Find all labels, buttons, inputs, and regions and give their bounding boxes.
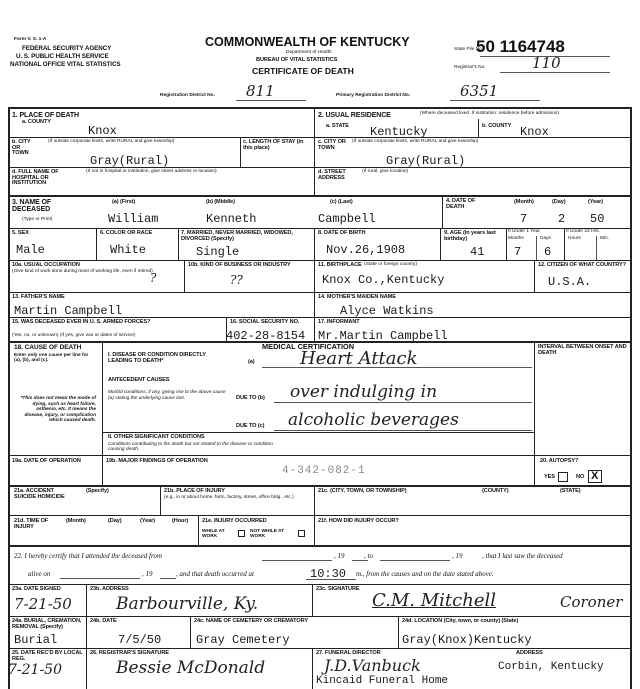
certifier-signature: C.M. Mitchell [372,590,496,611]
registrar-signature: Bessie McDonald [116,658,266,678]
date-of-birth: Nov.26,1908 [326,243,406,257]
informant-label: 17. INFORMANT [318,319,360,325]
medical-certification-label: MEDICAL CERTIFICATION [262,342,355,351]
race-label: 6. COLOR OR RACE [100,230,153,236]
age-years: 41 [470,245,485,259]
funeral-address-label: ADDRESS [516,650,543,656]
death-city-note: (If outside corporate limits, write RURAL and give township) [48,139,175,144]
dod-day: 2 [558,212,566,226]
how-injury-label: 21f. HOW DID INJURY OCCUR? [318,518,399,524]
burial-label: 24a. BURIAL, CREMATION, REMOVAL (Specify) [12,618,82,630]
occupation: ? [150,271,157,285]
injury-state-label: (STATE) [560,488,581,494]
certificate-title: CERTIFICATE OF DEATH [252,66,354,76]
injury-occurred-label: 21e. INJURY OCCURRED [202,518,267,524]
mother-name-label: 14. MOTHER'S MAIDEN NAME [318,294,396,300]
age-min-label: Min. [600,236,610,241]
operation-findings-label: 19b. MAJOR FINDINGS OF OPERATION [106,458,208,464]
burial-date: 7/5/50 [118,633,162,647]
death-county-label: a. COUNTY [22,119,51,125]
business-label: 10b. KIND OF BUSINESS OR INDUSTRY [188,262,291,268]
cause-b: over indulging in [290,382,438,402]
cause-c: alcoholic beverages [288,410,459,430]
mother-name: Alyce Watkins [340,304,434,318]
armed-forces-note: (Yes, no, or unknown) (If yes, give war or dates of service) [12,333,136,338]
while-at-work-checkbox [238,530,245,537]
birthplace-label: 11. BIRTHPLACE [318,262,362,268]
registrar-signature-label: 26. REGISTRAR'S SIGNATURE [90,650,169,656]
death-city: Gray(Rural) [90,154,170,168]
residence-state-label: a. STATE [326,123,349,129]
commonwealth-title: COMMONWEALTH OF KENTUCKY [205,35,410,49]
date-signed: 7-21-50 [14,595,72,613]
informant: Mr.Martin Campbell [318,329,448,343]
funeral-home: Kincaid Funeral Home [316,675,449,687]
primary-district-number: 6351 [460,82,499,100]
father-name: Martin Campbell [14,304,123,318]
registrar-number-label: Registrar's No. [454,65,486,70]
cert-line1-year2: , 19 [452,552,463,560]
ssn-label: 16. SOCIAL SECURITY NO. [230,319,300,325]
agency-line-2: U. S. PUBLIC HEALTH SERVICE [16,53,109,60]
cemetery: Gray Cemetery [196,633,290,647]
burial: Burial [14,633,58,647]
dod-day-label: (Day) [552,199,566,205]
age-months-label: Months [508,236,524,241]
cause-of-death-label: 18. CAUSE OF DEATH [14,344,82,351]
cause-a-prefix: (a) [248,359,255,365]
time-of-injury-label: 21d. TIME OF INJURY [14,518,49,530]
injury-hour-label: (Hour) [172,518,189,524]
residence-city-label: c. CITY OR TOWN [318,139,346,151]
autopsy-mark: X [591,470,599,482]
usual-residence-label: 2. USUAL RESIDENCE [318,112,391,119]
autopsy-label: 20. AUTOPSY? [540,458,579,464]
age-hours-label: Hours [568,236,581,241]
place-of-injury-label: 21b. PLACE OF INJURY [164,488,225,494]
residence-city: Gray(Rural) [386,154,466,168]
certifier-address: Barbourville, Ky. [116,594,259,614]
name-of-deceased-note: (Type or Print) [22,217,53,222]
not-at-work-checkbox [298,530,305,537]
occupation-note: (Give kind of work done during most of working life, even if retired) [12,269,153,274]
cert-line2-end: m., from the causes and on the date stated above. [356,570,494,578]
registration-district-number: 811 [246,82,275,100]
certifier-signature-label: 23c. SIGNATURE [316,586,360,592]
cert-line1-to: , to [364,552,373,560]
autopsy-yes-checkbox [558,472,568,482]
not-at-work-label: NOT WHILE AT WORK [250,529,285,539]
burial-location-label: 24d. LOCATION (City, town, or county) (State) [402,618,519,624]
bureau-name: BUREAU OF VITAL STATISTICS [256,57,338,63]
local-reg-date: 7-21-50 [8,662,62,678]
residence-state: Kentucky [370,125,428,139]
burial-date-label: 24b. DATE [90,618,117,624]
citizen: U.S.A. [548,275,592,289]
form-number: Form V. S. 1-A [14,37,47,42]
residence-city-note: (If outside corporate limits, write RURAL and give township) [352,139,479,144]
dod-year-label: (Year) [588,199,603,205]
cert-line2-start: alive on [28,570,51,578]
birthplace: Knox Co.,Kentucky [322,273,445,287]
place-of-death-label: 1. PLACE OF DEATH [12,112,80,119]
funeral-director-signature: J.D.Vanbuck [324,656,421,675]
funeral-address: Corbin, Kentucky [498,661,604,673]
middle-name-label: (b) (Middle) [206,199,235,205]
last-name-label: (c) (Last) [330,199,353,205]
date-signed-label: 23a. DATE SIGNED [12,586,61,592]
sex-label: 5. SEX [12,230,29,236]
birthplace-note: (State or foreign country) [364,262,418,267]
residence-street-label: d. STREET ADDRESS [318,169,346,181]
last-name: Campbell [318,212,376,226]
marital-status-label: 7. MARRIED, NEVER MARRIED, WIDOWED, DIVORCED (Specify) [181,230,293,242]
cert-line1-end: , that I last saw the deceased [482,552,563,560]
primary-district-label: Primary Registration District No. [336,93,411,98]
citizen-label: 12. CITIZEN OF WHAT COUNTRY? [538,262,626,268]
business: ?? [230,273,243,287]
part-two-note: Conditions contributing to the death but not related to the disease or condition causing death. [108,442,273,452]
place-of-injury-note: (e.g., in or about home, farm, factory, street, office bldg., etc.) [164,495,294,500]
interval-label: INTERVAL BETWEEN ONSET AND DEATH [538,344,627,356]
occupation-label: 10a. USUAL OCCUPATION [12,262,80,268]
usual-residence-note: (Where deceased lived. If institution: residence before admission) [420,111,559,116]
first-name-label: (a) (First) [112,199,136,205]
registrar-number: 110 [532,54,561,72]
while-at-work-label: WHILE AT WORK [202,529,225,539]
age-under-24-label: If Under 24 Hrs. [566,229,600,234]
residence-county-label: b. COUNTY [482,123,512,129]
race: White [110,243,147,257]
age-days-label: Days [540,236,551,241]
cause-b-prefix: DUE TO (b) [236,395,265,401]
age-label: 9. AGE (In years last birthday) [444,230,496,242]
sex: Male [16,243,45,257]
injury-city-label: 21c. (CITY, TOWN, OR TOWNSHIP) [318,488,407,494]
cemetery-label: 24c. NAME OF CEMETERY OR CREMATORY [194,618,308,624]
dod-year: 50 [590,212,605,226]
hospital-note: (If not in hospital or institution, give street address or location) [86,169,217,174]
length-of-stay-label: c. LENGTH OF STAY (in this place) [243,139,304,151]
cause-footnote: *This does not mean the mode of dying, such as heart failure, asthenia, etc. It means the disease, injury, or complication which caused death. [20,396,96,424]
autopsy-no-label: NO [576,474,585,480]
cert-time: 10:30 [310,567,347,581]
agency-line-3: NATIONAL OFFICE VITAL STATISTICS [10,61,121,68]
date-of-death-label: 4. DATE OF DEATH [446,198,476,210]
injury-county-label: (COUNTY) [482,488,509,494]
injury-month-label: (Month) [66,518,86,524]
cause-instruction: Enter only one cause per line for (a), (b), and (c). [14,353,89,363]
cert-line2-year: , 19 [142,570,153,578]
death-city-label: b. CITY OR TOWN [12,139,31,157]
injury-day-label: (Day) [108,518,122,524]
certifier-address-label: 23b. ADDRESS [90,586,129,592]
local-reg-date-label: 25. DATE REC'D BY LOCAL REG. [12,650,83,662]
burial-location: Gray(Knox)Kentucky [402,633,532,647]
cert-line1-start: 22. I hereby certify that I attended the deceased from [14,552,162,560]
accident-specify-label: (Specify) [86,488,109,494]
first-name: William [108,212,159,226]
state-file-number: 50 1164748 [476,37,565,56]
dod-month-label: (Month) [514,199,534,205]
father-name-label: 13. FATHER'S NAME [12,294,65,300]
middle-name: Kenneth [206,212,257,226]
injury-year-label: (Year) [140,518,155,524]
cert-line1-year1: , 19 [334,552,345,560]
residence-street-note: (If rural, give location) [362,169,409,174]
ssn: 402-28-8154 [226,329,306,343]
operation-date-label: 19a. DATE OF OPERATION [12,458,81,464]
antecedent-note: Morbid conditions, if any, giving rise to the above cause (a) stating the underlying cause last. [108,390,226,401]
department-name: Department of Health [286,50,332,55]
date-of-birth-label: 8. DATE OF BIRTH [318,230,366,236]
cause-c-prefix: DUE TO (c) [236,423,265,429]
hospital-label: d. FULL NAME OF HOSPITAL OR INSTITUTION [12,169,59,187]
age-under-1-label: If Under 1 Year [508,229,541,234]
registration-stamp: 4-342-082-1 [282,465,366,477]
age-months: 7 [514,245,522,259]
residence-county: Knox [520,125,549,139]
accident-label: 21a. ACCIDENT SUICIDE HOMICIDE [14,488,65,500]
certifier-title: Coroner [560,593,623,611]
funeral-director-label: 27. FUNERAL DIRECTOR [316,650,381,656]
age-days: 6 [544,245,552,259]
name-of-deceased-label: 3. NAME OF DECEASED [12,199,52,213]
marital-status: Single [196,245,240,259]
cause-a: Heart Attack [300,348,418,369]
registration-district-label: Registration District No. [160,93,215,98]
autopsy-yes-label: YES [544,474,555,480]
death-county: Knox [88,124,117,138]
antecedent-label: ANTECEDENT CAUSES [108,377,170,383]
cert-line2-death-at: , and that death occurred at [176,570,254,578]
armed-forces-label: 15. WAS DECEASED EVER IN U. S. ARMED FORCES? [12,319,151,325]
part-two-label: II. OTHER SIGNIFICANT CONDITIONS [108,434,205,440]
part-one-label: I. DISEASE OR CONDITION DIRECTLY LEADING TO DEATH* [108,352,206,364]
agency-line-1: FEDERAL SECURITY AGENCY [22,45,112,52]
state-file-label: State File No. [454,47,484,52]
dod-month: 7 [520,212,528,226]
